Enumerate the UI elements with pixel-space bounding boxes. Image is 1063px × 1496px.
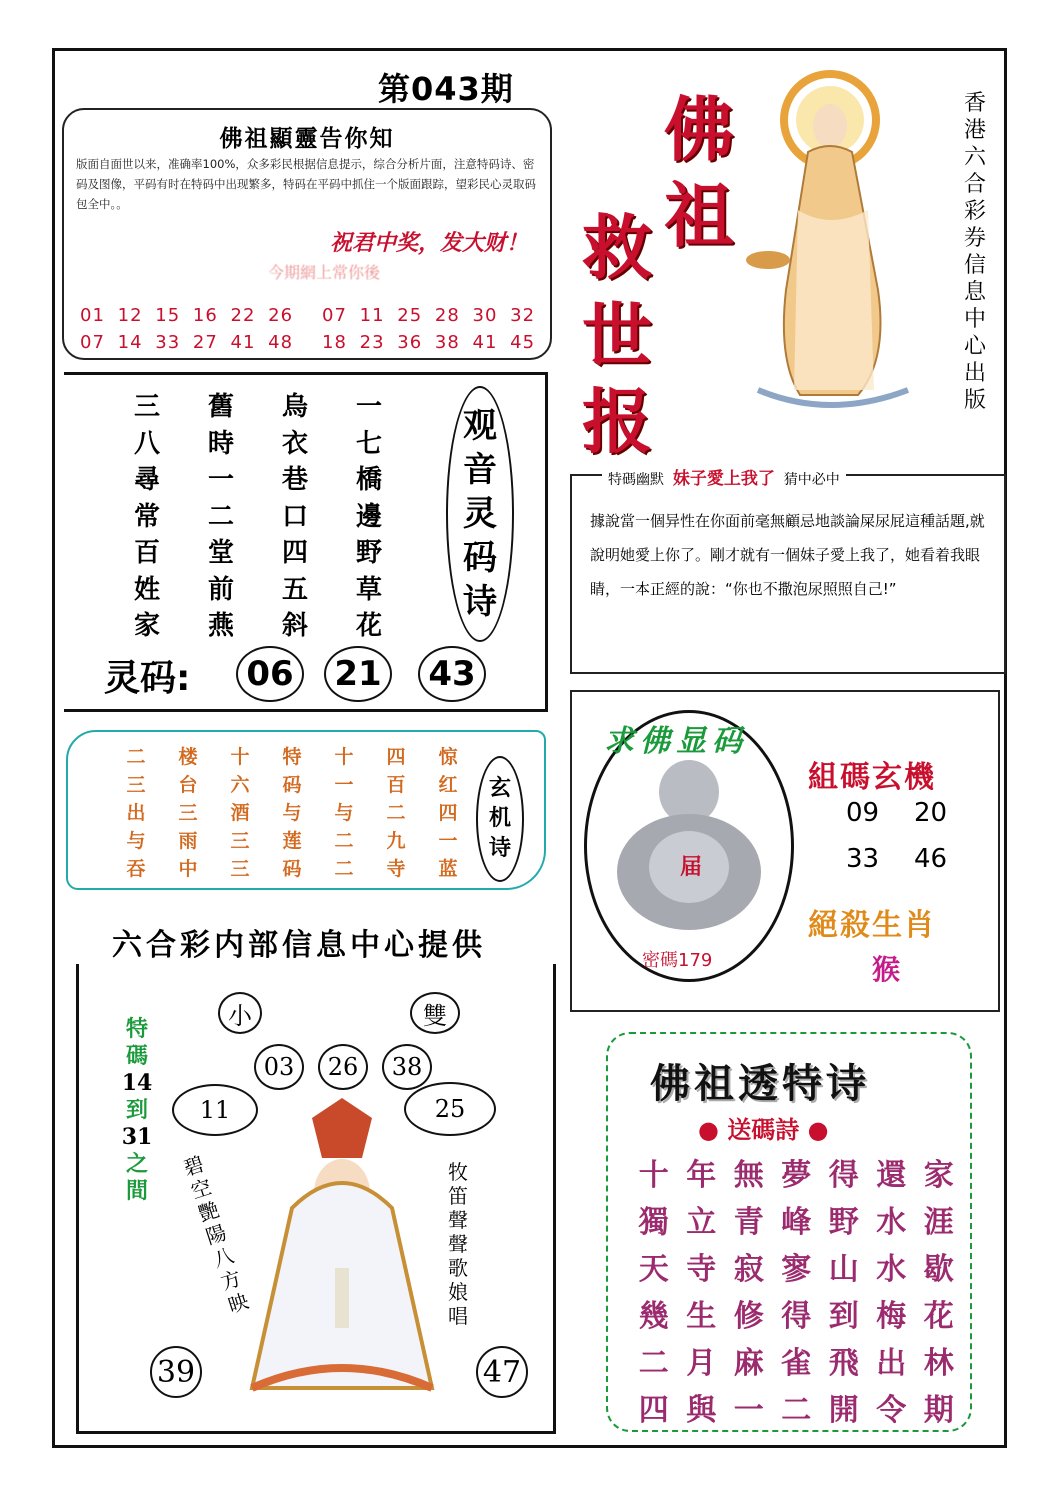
lingma-number: 21: [324, 646, 392, 702]
provider-text: 六合彩内部信息中心提供: [112, 928, 486, 963]
poem2-cell: 水: [876, 1252, 907, 1287]
poem2-row: [630, 1291, 963, 1338]
poem2-cell: 令: [876, 1393, 907, 1428]
poem-cell: 前: [207, 574, 234, 605]
tema-char: 31: [121, 1124, 153, 1150]
combo-number: 33: [846, 844, 880, 874]
xuanji-cell: 二: [334, 830, 354, 852]
poem2-cell: 修: [733, 1299, 764, 1334]
poem-cell: 一: [207, 465, 234, 495]
poem2-cell: 獨: [638, 1205, 669, 1240]
poem2-cell: 立: [686, 1205, 717, 1240]
xuanji-cell: 二: [126, 746, 146, 768]
poem2-cell: 年: [686, 1158, 717, 1193]
double-badge: 雙: [410, 992, 460, 1034]
tema-char: 之: [125, 1151, 148, 1177]
tema-char: 碼: [125, 1043, 148, 1069]
xuanji-row: [110, 854, 474, 882]
poem2-cell: 野: [828, 1205, 859, 1240]
poem2-cell: 還: [876, 1158, 907, 1193]
xuanji-cell: 酒: [230, 802, 250, 824]
xuanji-cell: 特: [282, 746, 302, 768]
blurred-heading: 今期網上常你後: [267, 263, 380, 282]
numbers-row-2-right: 18 23 36 38 41 45: [322, 332, 536, 353]
notice-box: [62, 108, 552, 360]
poem-cell: 家: [133, 611, 160, 641]
xuanji-cell: 三: [178, 802, 198, 824]
xuanji-cell: 四: [438, 802, 458, 824]
top-number: 03: [254, 1044, 304, 1090]
combo-title: 組碼玄機: [808, 760, 936, 795]
poem2-row: [630, 1385, 963, 1432]
title-char-1: 佛: [664, 88, 734, 171]
wish-text: 祝君中奖，发大财！: [329, 231, 528, 256]
label-char: 音: [463, 450, 497, 490]
poem-cell: 百: [133, 538, 160, 568]
xuanji-label: [476, 756, 524, 882]
poem2-cell: 一: [733, 1393, 764, 1428]
poem2-cell: 四: [638, 1393, 669, 1428]
poem-cell: 堂: [207, 538, 234, 568]
top-number: 38: [382, 1044, 432, 1090]
poem-cell: 邊: [355, 501, 382, 532]
poem2-cell: 月: [686, 1346, 717, 1381]
poem-grid: [110, 386, 410, 642]
poem2-subtitle-text: 送碼詩: [727, 1116, 800, 1144]
combo-number: 46: [914, 844, 948, 874]
xuanji-cell: 三: [230, 830, 250, 852]
poem2-cell: 飛: [828, 1346, 859, 1381]
poem-cell: 五: [281, 574, 308, 605]
xuanji-cell: 三: [126, 774, 146, 796]
label-char: 码: [463, 538, 497, 578]
poem2-cell: 十: [638, 1158, 669, 1193]
poem-cell: 二: [207, 501, 234, 532]
poem-cell: 衣: [281, 428, 308, 459]
title-char-2: 祖: [664, 174, 734, 257]
poem2-cell: 開: [828, 1393, 859, 1428]
poem-row: [110, 532, 410, 569]
poem2-cell: 無: [733, 1158, 764, 1193]
poem-cell: 草: [355, 574, 382, 605]
poem-cell: 烏: [281, 392, 308, 422]
label-char: 观: [463, 406, 497, 446]
bottom-left-number: 39: [150, 1346, 202, 1398]
tema-char: 14: [121, 1070, 153, 1096]
xuanji-cell: 六: [230, 774, 250, 796]
kill-zodiac-title: 絕殺生肖: [808, 908, 936, 943]
joke-box: [570, 469, 1006, 674]
poem2-cell: 與: [686, 1393, 717, 1428]
xuanji-cell: 二: [334, 858, 354, 880]
guanyin-illustration: [738, 60, 960, 425]
joke-header-left: 特碼幽默: [608, 472, 664, 488]
xuanji-cell: 吞: [126, 858, 146, 880]
xuanji-cell: 莲: [282, 830, 302, 852]
poem2-cell: 二: [781, 1393, 812, 1428]
xuanji-cell: 出: [126, 802, 146, 824]
poem2-cell: 山: [828, 1252, 859, 1287]
secret-code: 密碼179: [642, 950, 713, 971]
poem-row: [110, 459, 410, 496]
publisher-vertical: 香港六合彩券信息中心出版: [963, 91, 986, 413]
poem-row: [110, 569, 410, 606]
poem2-cell: 到: [828, 1299, 859, 1334]
label-char: 灵: [463, 494, 497, 534]
buddha-center-char: 届: [680, 854, 703, 880]
poem-cell: 花: [355, 611, 382, 641]
poem2-cell: 寥: [781, 1252, 812, 1287]
poem-cell: 尋: [133, 465, 160, 495]
xuanji-cell: 码: [282, 858, 302, 880]
xuanji-cell: 三: [230, 858, 250, 880]
joke-header-title: 妹子愛上我了: [672, 469, 775, 489]
xuanji-row: [110, 798, 474, 826]
poem2-cell: 天: [638, 1252, 669, 1287]
right-poem: 牧笛聲聲歌娘唱: [448, 1160, 468, 1328]
tema-char: 到: [125, 1097, 148, 1123]
tema-char: 間: [125, 1178, 148, 1204]
xuanji-cell: 十: [334, 746, 354, 768]
poem2-cell: 寺: [686, 1252, 717, 1287]
joke-header-right: 猜中必中: [783, 472, 840, 488]
poem2-cell: 花: [923, 1299, 954, 1334]
poem-cell: 八: [133, 428, 160, 459]
poem2-cell: 青: [733, 1205, 764, 1240]
label-char: 玄: [488, 776, 511, 801]
xuanji-grid: [110, 742, 474, 882]
poem2-cell: 水: [876, 1205, 907, 1240]
poem2-cell: 雀: [781, 1346, 812, 1381]
poem-cell: 一: [355, 392, 382, 422]
poem2-cell: 生: [686, 1299, 717, 1334]
notice-title: 佛祖顯靈告你知: [219, 126, 395, 152]
numbers-row-1-right: 07 11 25 28 30 32: [322, 305, 536, 326]
xuanji-cell: 与: [334, 802, 354, 824]
xuanji-cell: 十: [230, 746, 250, 768]
poem2-row: [630, 1338, 963, 1385]
poem-cell: 燕: [207, 611, 234, 641]
left-number: 11: [172, 1084, 258, 1136]
xuanji-cell: 百: [386, 774, 406, 796]
guanyin-poem-label: [446, 386, 514, 642]
joke-body: 據說當一個异性在你面前毫無顧忌地談論屎尿屁這種話題,就說明她愛上你了。剛才就有一個妹子愛上我了，她看着我眼睛，一本正經的說：“你也不撒泡尿照照自己!”: [590, 512, 985, 598]
issue-number: 第043期: [378, 70, 514, 108]
notice-description: 版面自面世以来，准确率100%，众多彩民根据信息提示，综合分析片面，注意特码诗、密码及图像，平码有时在特码中出现繁多，特码在平码中抓住一个版面跟踪，望彩民心灵取码包全中。。: [76, 157, 536, 211]
buddha-arc-title: 求佛显码: [604, 724, 748, 759]
poem2-cell: 涯: [923, 1205, 954, 1240]
poem2-cell: 幾: [638, 1299, 669, 1334]
lingma-label: 灵码:: [104, 658, 191, 699]
xuanji-cell: 雨: [178, 830, 198, 852]
xuanji-cell: 寺: [386, 858, 406, 880]
poem-cell: 舊: [207, 392, 234, 422]
xuanji-cell: 台: [178, 774, 198, 796]
poem2-cell: 林: [923, 1346, 954, 1381]
poem-row: [110, 386, 410, 423]
poem2-cell: 出: [876, 1346, 907, 1381]
label-char: 机: [488, 806, 511, 831]
poem2-cell: 夢: [781, 1158, 812, 1193]
poem-cell: 口: [281, 501, 308, 532]
poem-cell: 斜: [281, 611, 308, 641]
poem-cell: 巷: [281, 465, 308, 495]
poem2-row: [630, 1150, 963, 1197]
right-number: 25: [404, 1082, 496, 1136]
numbers-row-1-left: 01 12 15 16 22 26: [80, 305, 294, 326]
xuanji-cell: 码: [282, 774, 302, 796]
poem-cell: 四: [281, 538, 308, 568]
xuanji-row: [110, 770, 474, 798]
xuanji-cell: 中: [178, 858, 198, 880]
left-poem: 碧空艷陽八方映: [180, 1151, 252, 1318]
poem2-subtitle: ● 送碼詩 ●: [698, 1116, 829, 1144]
tema-range: [118, 1016, 156, 1205]
xuanji-cell: 九: [386, 830, 406, 852]
xuanji-cell: 红: [438, 774, 458, 796]
title-char-4: 世: [582, 294, 652, 377]
poem-row: [110, 423, 410, 460]
poem2-cell: 二: [638, 1346, 669, 1381]
numbers-row-2-left: 07 14 33 27 41 48: [80, 332, 294, 353]
poem2-cell: 麻: [733, 1346, 764, 1381]
title-char-3: 救: [582, 206, 652, 289]
xuanji-cell: 一: [438, 830, 458, 852]
poem2-title: 佛祖透特诗: [650, 1060, 870, 1107]
poem2-row: [630, 1197, 963, 1244]
poem-cell: 野: [355, 538, 382, 568]
poem2-cell: 歇: [923, 1252, 954, 1287]
tema-char: 特: [125, 1016, 148, 1042]
poem-cell: 常: [133, 501, 160, 532]
poem-cell: 七: [355, 428, 382, 459]
poem-cell: 三: [133, 392, 160, 422]
poem2-cell: 得: [828, 1158, 859, 1193]
laughing-buddha-illustration: [604, 752, 774, 932]
small-badge: 小: [218, 992, 262, 1034]
xuanji-cell: 蓝: [438, 858, 458, 880]
poem2-cell: 得: [781, 1299, 812, 1334]
poem2-cell: 寂: [733, 1252, 764, 1287]
combo-number: 09: [846, 798, 880, 828]
xuanji-cell: 二: [386, 802, 406, 824]
bottom-right-number: 47: [476, 1346, 528, 1398]
poem2-cell: 梅: [876, 1299, 907, 1334]
poem-cell: 橋: [355, 465, 382, 495]
combo-number: 20: [914, 798, 948, 828]
lingma-number: 43: [418, 646, 486, 702]
poem2-cell: 家: [923, 1158, 954, 1193]
label-char: 诗: [463, 582, 497, 622]
label-char: 诗: [488, 836, 511, 861]
poem2-cell: 峰: [781, 1205, 812, 1240]
xuanji-cell: 与: [126, 830, 146, 852]
xuanji-cell: 一: [334, 774, 354, 796]
xuanji-row: [110, 826, 474, 854]
xuanji-cell: 惊: [438, 746, 458, 768]
xuanji-cell: 与: [282, 802, 302, 824]
kill-zodiac-value: 猴: [872, 953, 901, 986]
poem-cell: 時: [207, 428, 234, 459]
poem2-row: [630, 1244, 963, 1291]
title-char-5: 报: [582, 380, 652, 463]
poem-row: [110, 496, 410, 533]
poem2-cell: 期: [923, 1393, 954, 1428]
lingma-number: 06: [236, 646, 304, 702]
top-number: 26: [318, 1044, 368, 1090]
poem2-grid: [630, 1150, 963, 1432]
poem-row: [110, 605, 410, 642]
xuanji-cell: 四: [386, 746, 406, 768]
joke-header: [602, 464, 846, 489]
xuanji-row: [110, 742, 474, 770]
xuanji-cell: 楼: [178, 746, 198, 768]
seated-guanyin-illustration: [232, 1098, 452, 1408]
poem-cell: 姓: [133, 574, 160, 605]
